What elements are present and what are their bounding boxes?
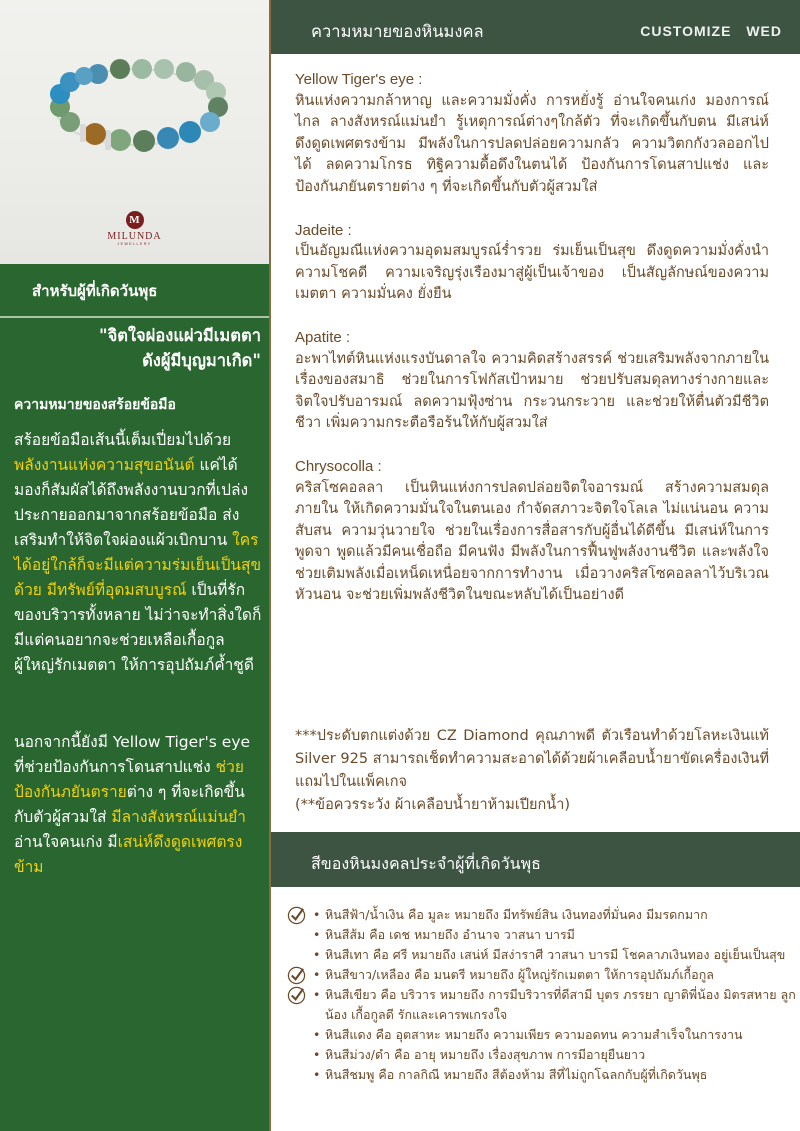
quote-line-2: ดังผู้มีบุญมาเกิด" [142, 351, 261, 370]
brand-label: CUSTOMIZE WED [640, 23, 782, 39]
bracelet-meaning-heading: ความหมายของสร้อยข้อมือ [14, 397, 176, 413]
milunda-logo [0, 208, 269, 246]
stone-description: เป็นอัญมณีแห่งความอุดมสมบูรณ์ร่ำรวย ร่มเย็นเป็นสุข ดึงดูดความมั่งคั่งนำความโชคดี ความเจริญรุ่งเรืองมาสู่ผู้เป็นเจ้าของ เป็นสัญลักษณ์ของความเมตตา ความมั่นคง ยั่งยืน [295, 243, 769, 302]
product-photo [0, 0, 269, 264]
list-item [287, 1025, 797, 1045]
note-line-1: ***ประดับตกแต่งด้วย CZ Diamond คุณภาพดี ตัวเรือนทำด้วยโลหะเงินแท้ Silver 925 สามารถเช็ดทำความสะอาดได้ด้วยผ้าเคลือบน้ำยาขัดเครื่องเงินที่แถมไปในแพ็คเกจ [295, 728, 769, 790]
highlight-text: เสน่ห์ดึงดูดเพศตรงข้าม [14, 833, 243, 876]
logo-subtitle: JEWELLERY [117, 242, 152, 246]
check-circle-icon [287, 966, 306, 985]
stone-item [295, 456, 769, 607]
highlight-text: พลังงานแห่งความสุขอนันต์ [14, 456, 195, 474]
bullet: • [313, 1027, 321, 1042]
color-item-text: หินสีฟ้า/น้ำเงิน คือ มูละ หมายถึง มีทรัพย์สิน เงินทองที่มั่นคง มีมรดกมาก [325, 907, 708, 922]
para-segment: เป็นที่รักของบริวารทั้งหลาย ไม่ว่าจะทำสิ่งใดก็มีแต่คนอยากจะช่วยเหลือเกื้อกูล ผู้ใหญ่รักเมตตา ให้การอุปถัมภ์ค้ำชูดี [14, 581, 262, 674]
quote-line-1: "จิตใจผ่องแผ่วมีเมตตา [99, 326, 261, 345]
logo-mark-icon: M [126, 211, 144, 229]
bullet: • [313, 967, 321, 982]
stone-item [295, 69, 769, 198]
bullet: • [313, 947, 321, 962]
color-item-text: หินสีขาว/เหลือง คือ มนตรี หมายถึง ผู้ใหญ่รักเมตตา ให้การอุปถัมภ์เกื้อกูล [325, 967, 714, 982]
bullet: • [313, 987, 321, 1002]
list-item [287, 985, 797, 1025]
highlight-text: ช่วยป้องกันภยันตราย [14, 758, 244, 801]
stone-name: Yellow Tiger's eye : [295, 71, 423, 88]
para-segment: สร้อยข้อมือเส้นนี้เต็มเปี่ยมไปด้วย [14, 431, 232, 449]
divider [0, 316, 269, 318]
bracelet-description-2 [14, 730, 262, 880]
stone-description: คริสโซคอลลา เป็นหินแห่งการปลดปล่อยจิตใจอารมณ์ สร้างความสมดุลภายใน ให้เกิดความมั่นใจในตนเอง กำจัดสภาวะจิตใจโลเล ไม่แน่นอน ความสับสน ความวุ่นวายใจ ช่วยในเรื่องการสื่อสารกับผู้อื่นได้ดีขึ้น มีเสน่ห์ในการพูดจา พูดแล้วมีคนเชื่อถือ มีคนฟัง มีพลังในการฟื้นฟูพลังงานชีวิต และพลังใจ ช่วยเติมพลังเมื่อเหน็ดเหนื่อยจากการทำงาน เมื่อวางคริสโซคอลลาไว้บริเวณหัวนอน จะช่วยเพิ่มพลังชีวิตในขณะหลับได้เป็นอย่างดี [295, 479, 769, 603]
bracelet-description-1 [14, 428, 262, 678]
for-day-label: สำหรับผู้ที่เกิดวันพุธ [32, 282, 158, 300]
stone-name: Chrysocolla : [295, 458, 382, 475]
material-note [295, 725, 769, 817]
check-circle-icon [287, 906, 306, 925]
para-segment: แค่ได้มองก็สัมผัสได้ถึงพลังงานบวกที่เปล่งประกายออกมาจากสร้อยข้อมือ ส่งเสริมทำให้จิตใจผ่องแผ้วเบิกบาน [14, 456, 249, 549]
highlight-text: ใครได้อยู่ใกล้ก็จะมีแต่ความร่มเย็นเป็นสุขด้วย มีทรัพย์ที่อุดมสบบูรณ์ [14, 531, 262, 599]
color-item-text: หินสีชมพู คือ กาลกิณี หมายถึง สีต้องห้าม สีที่ไม่ถูกโฉลกกับผู้ที่เกิดวันพุธ [325, 1067, 708, 1082]
list-item [287, 905, 797, 925]
stone-item [295, 220, 769, 306]
bullet: • [313, 907, 321, 922]
logo-name: MILUNDA [107, 231, 162, 242]
para-segment: นอกจากนี้ยังมี Yellow Tiger's eye ที่ช่วยป้องกันการโดนสาปแช่ง [14, 733, 251, 776]
bracelet-image [40, 52, 230, 162]
color-item-text: หินสีเทา คือ ศรี หมายถึง เสน่ห์ มีสง่าราศี วาสนา บารมี โชคลาภเงินทอง อยู่เย็นเป็นสุข [325, 947, 786, 962]
bullet: • [313, 1067, 321, 1082]
para-segment: อ่านใจคนเก่ง มี [14, 833, 118, 851]
bullet: • [313, 1047, 321, 1062]
check-circle-icon [287, 986, 306, 1005]
header-title: ความหมายของหินมงคล [311, 22, 484, 41]
color-item-text: หินสีส้ม คือ เดช หมายถึง อำนาจ วาสนา บารมี [325, 927, 575, 942]
bullet: • [313, 927, 321, 942]
para-segment: ต่าง ๆ ที่จะเกิดขึ้นกับตัวผู้สวมใส่ [14, 783, 245, 826]
list-item [287, 925, 797, 945]
list-item [287, 945, 797, 965]
stone-description: หินแห่งความกล้าหาญ และความมั่งคั่ง การหยั่งรู้ อ่านใจคนเก่ง มองการณ์ไกล ลางสังหรณ์แม่นยำ รู้เหตุการณ์ต่างๆใกล้ตัว ที่จะเกิดขึ้นกับตน มีเสน่ห์ดึงดูดเพศตรงข้าม มีพลังในการปลดปล่อยความกลัว ความวิตกกังวลออกไปได้ ลดความโกรธ ทิฐิความดื้อดึงในตนได้ ป้องกันการโดนสาปแช่ง และป้องกันภยันตรายต่าง ๆ ที่จะเกิดขึ้นกับตัวผู้สวมใส่ [295, 92, 769, 195]
stone-item [295, 327, 769, 435]
left-panel [0, 0, 269, 1131]
color-item-text: หินสีม่วง/ดำ คือ อายุ หมายถึง เรื่องสุขภาพ การมีอายุยืนยาว [325, 1047, 646, 1062]
stone-description: อะพาไทต์หินแห่งแรงบันดาลใจ ความคิดสร้างสรรค์ ช่วยเสริมพลังจากภายในเรื่องของสมาธิ ช่วยในการโฟกัสเป้าหมาย ช่วยปรับสมดุลทางร่างกายและจิตใจปรับอารมณ์ ลดความฟุ้งซ่าน กระวนกระวาย และช่วยให้ตื่นตัวมีชีวิตชีวา เพิ่มความกระตือรือร้นให้กับผู้สวมใส่ [295, 350, 769, 431]
quote [11, 323, 261, 373]
stone-name: Jadeite : [295, 221, 352, 239]
header-bar [271, 0, 800, 54]
stone-name: Apatite : [295, 329, 351, 346]
list-item [287, 965, 797, 985]
list-item [287, 1065, 797, 1085]
right-panel [269, 0, 800, 1131]
highlight-text: มีลางสังหรณ์แม่นยำ [111, 808, 246, 826]
list-item [287, 1045, 797, 1065]
colors-section-header [271, 832, 800, 887]
stone-color-list [287, 905, 797, 1085]
color-item-text: หินสีเขียว คือ บริวาร หมายถึง การมีบริวารที่ดีสามี บุตร ภรรยา ญาติพี่น้อง มิตรสหาย ลูกน้อง เกื้อกูลดี รักและเคารพเกรงใจ [325, 987, 796, 1022]
stone-meanings [295, 69, 769, 628]
colors-section-title: สีของหินมงคลประจำผู้ที่เกิดวันพุธ [311, 854, 541, 873]
note-line-2: (**ข้อควรระวัง ผ้าเคลือบน้ำยาห้ามเปียกน้ำ) [295, 797, 571, 813]
color-item-text: หินสีแดง คือ อุตสาหะ หมายถึง ความเพียร ความอดทน ความสำเร็จในการงาน [325, 1027, 743, 1042]
